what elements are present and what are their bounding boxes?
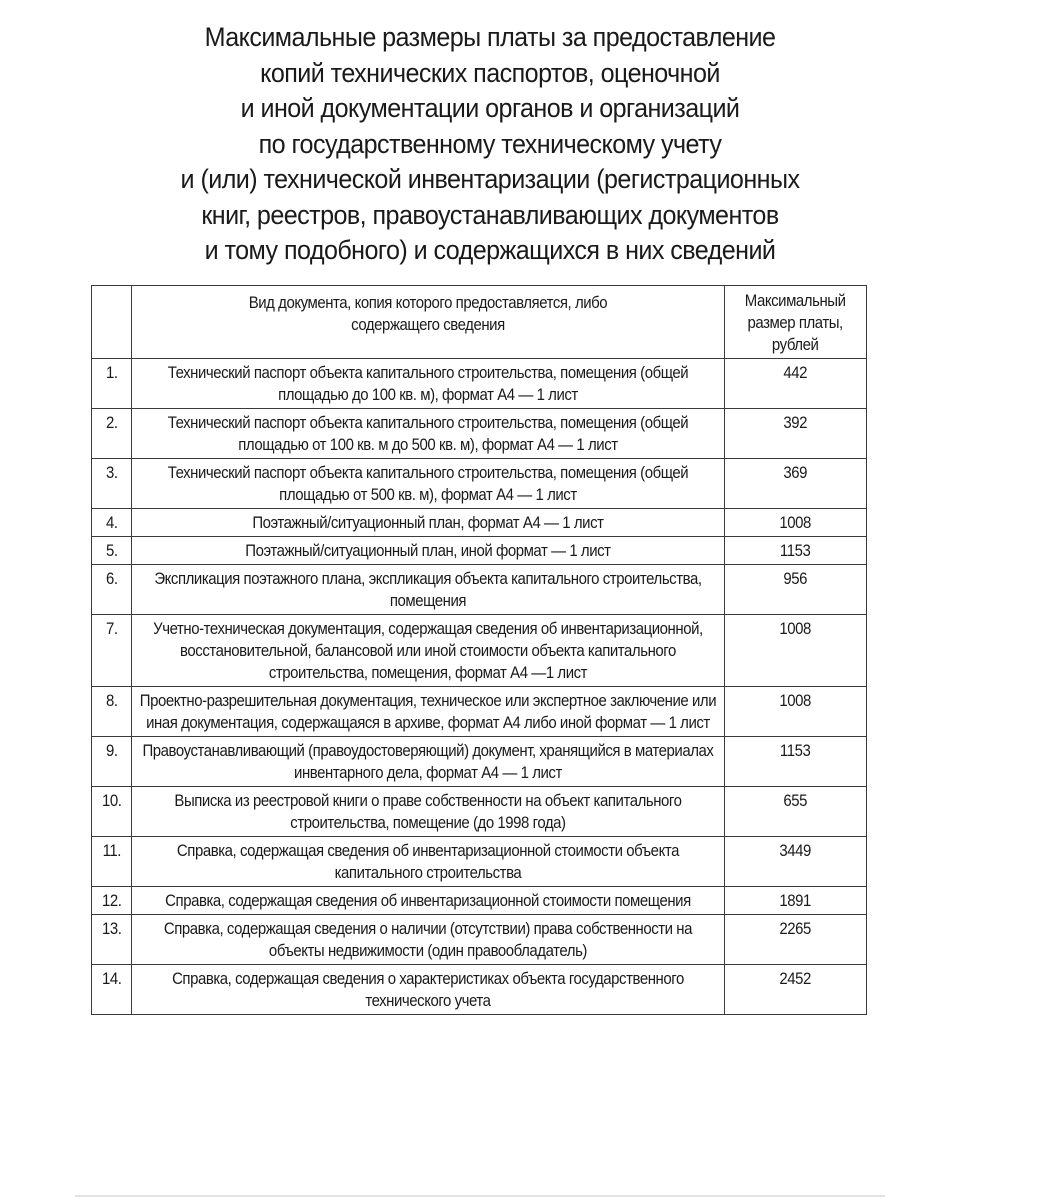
row-number xyxy=(92,565,132,615)
row-number-text: 9. xyxy=(105,741,118,760)
row-document xyxy=(132,965,725,1015)
header-row xyxy=(92,286,867,359)
row-fee xyxy=(725,459,867,509)
row-fee xyxy=(725,359,867,409)
row-fee xyxy=(725,837,867,887)
row-fee xyxy=(725,537,867,565)
table-row xyxy=(92,359,867,409)
row-number-text: 14. xyxy=(101,969,122,988)
row-fee-text: 655 xyxy=(783,791,808,810)
header-number xyxy=(92,286,132,359)
row-document xyxy=(132,537,725,565)
row-number xyxy=(92,409,132,459)
row-document xyxy=(132,837,725,887)
row-fee-text: 2452 xyxy=(779,969,812,988)
title-line: и (или) технической инвентаризации (регистрационных xyxy=(180,164,800,194)
row-document-text: Поэтажный/ситуационный план, иной формат — 1 лист xyxy=(245,541,611,560)
row-fee-text: 956 xyxy=(783,569,808,588)
row-document-text: Справка, содержащая сведения о наличии (отсутствии) права собственности на объекты недвижимости (один правообладатель) xyxy=(163,919,693,960)
row-number-text: 6. xyxy=(105,569,118,588)
row-document xyxy=(132,737,725,787)
header-document-type xyxy=(132,286,725,359)
row-fee-text: 2265 xyxy=(779,919,812,938)
row-document xyxy=(132,359,725,409)
row-fee-text: 1153 xyxy=(780,541,811,560)
header-document-type-label: Вид документа, копия которого предоставляется, либо содержащего сведения xyxy=(248,293,608,334)
row-document xyxy=(132,565,725,615)
row-fee xyxy=(725,615,867,687)
row-number xyxy=(92,887,132,915)
row-document xyxy=(132,787,725,837)
row-document-text: Технический паспорт объекта капитального строительства, помещения (общей площадью от 500 кв. м), формат А4 — 1 лист xyxy=(167,463,689,504)
row-document xyxy=(132,459,725,509)
table-header xyxy=(92,286,867,359)
row-number-text: 4. xyxy=(105,513,118,532)
table-row xyxy=(92,687,867,737)
bottom-divider xyxy=(75,1195,885,1197)
row-document xyxy=(132,409,725,459)
page-title xyxy=(90,20,890,269)
row-number xyxy=(92,537,132,565)
title-line: и иной документации органов и организаций xyxy=(240,93,740,123)
row-fee-text: 369 xyxy=(783,463,808,482)
row-fee xyxy=(725,965,867,1015)
row-fee-text: 1008 xyxy=(779,691,812,710)
title-line: копий технических паспортов, оценочной xyxy=(260,57,720,88)
row-fee xyxy=(725,737,867,787)
header-max-fee-label: Максимальный размер платы, рублей xyxy=(745,291,846,354)
table-row xyxy=(92,965,867,1015)
table-row xyxy=(92,837,867,887)
row-number-text: 10. xyxy=(101,791,122,810)
table-body xyxy=(92,359,867,1015)
row-number-text: 12. xyxy=(101,891,122,910)
row-fee xyxy=(725,915,867,965)
row-number xyxy=(92,359,132,409)
row-fee-text: 1153 xyxy=(780,741,811,760)
row-number xyxy=(92,459,132,509)
row-number-text: 7. xyxy=(105,619,118,638)
row-document-text: Технический паспорт объекта капитального строительства, помещения (общей площадью до 100 кв. м), формат А4 — 1 лист xyxy=(167,363,689,404)
row-number xyxy=(92,965,132,1015)
row-document-text: Справка, содержащая сведения об инвентаризационной стоимости объекта капитального строительства xyxy=(176,841,680,882)
table-row xyxy=(92,787,867,837)
row-document xyxy=(132,509,725,537)
row-number xyxy=(92,915,132,965)
title-line: и тому подобного) и содержащихся в них сведений xyxy=(204,235,776,265)
row-number xyxy=(92,615,132,687)
row-fee-text: 3449 xyxy=(779,841,812,860)
table-row xyxy=(92,459,867,509)
table-row xyxy=(92,737,867,787)
row-document-text: Выписка из реестровой книги о праве собственности на объект капитального строительства, помещение (до 1998 года) xyxy=(174,791,682,832)
row-number-text: 5. xyxy=(105,541,118,560)
row-fee xyxy=(725,687,867,737)
table-row xyxy=(92,615,867,687)
row-number xyxy=(92,687,132,737)
row-number xyxy=(92,787,132,837)
row-number-text: 1. xyxy=(105,363,118,382)
row-number xyxy=(92,737,132,787)
row-number-text: 2. xyxy=(105,413,118,432)
row-fee xyxy=(725,887,867,915)
row-document xyxy=(132,915,725,965)
row-document xyxy=(132,887,725,915)
row-document-text: Экспликация поэтажного плана, экспликация объекта капитального строительства, помещения xyxy=(154,569,702,610)
row-number-text: 11. xyxy=(102,841,121,860)
row-document-text: Проектно-разрешительная документация, техническое или экспертное заключение или иная документация, содержащаяся в архиве, формат А4 либо иной формат — 1 лист xyxy=(139,691,717,732)
row-fee xyxy=(725,787,867,837)
title-line: по государственному техническому учету xyxy=(258,128,722,159)
header-max-fee xyxy=(725,286,867,359)
row-number-text: 8. xyxy=(105,691,118,710)
row-number-text: 3. xyxy=(105,463,118,482)
table-row xyxy=(92,915,867,965)
table-row xyxy=(92,409,867,459)
row-document-text: Поэтажный/ситуационный план, формат А4 — 1 лист xyxy=(252,513,604,532)
title-line: книг, реестров, правоустанавливающих документов xyxy=(201,199,779,230)
title-line: Максимальные размеры платы за предоставление xyxy=(204,22,776,52)
table-row xyxy=(92,565,867,615)
row-fee-text: 442 xyxy=(783,363,808,382)
fee-table xyxy=(91,285,867,1015)
row-fee xyxy=(725,509,867,537)
table-row xyxy=(92,509,867,537)
row-document-text: Справка, содержащая сведения об инвентаризационной стоимости помещения xyxy=(165,891,691,910)
row-fee-text: 1008 xyxy=(779,513,812,532)
row-fee-text: 392 xyxy=(783,413,808,432)
row-document-text: Учетно-техническая документация, содержащая сведения об инвентаризационной, восстановительной, балансовой или иной стоимости объекта капитального строительства, помещения, формат А4 —1 лист xyxy=(153,619,703,682)
row-number xyxy=(92,837,132,887)
row-document-text: Технический паспорт объекта капитального строительства, помещения (общей площадью от 100 кв. м до 500 кв. м), формат А4 — 1 лист xyxy=(167,413,689,454)
table-row xyxy=(92,887,867,915)
row-number-text: 13. xyxy=(101,919,122,938)
table-row xyxy=(92,537,867,565)
row-fee-text: 1008 xyxy=(779,619,812,638)
row-fee xyxy=(725,409,867,459)
row-document-text: Справка, содержащая сведения о характеристиках объекта государственного технического учета xyxy=(172,969,684,1010)
row-document xyxy=(132,687,725,737)
row-document xyxy=(132,615,725,687)
row-document-text: Правоустанавливающий (правоудостоверяющий) документ, хранящийся в материалах инвентарного дела, формат А4 — 1 лист xyxy=(142,741,714,782)
row-fee xyxy=(725,565,867,615)
row-fee-text: 1891 xyxy=(779,891,812,910)
row-number xyxy=(92,509,132,537)
